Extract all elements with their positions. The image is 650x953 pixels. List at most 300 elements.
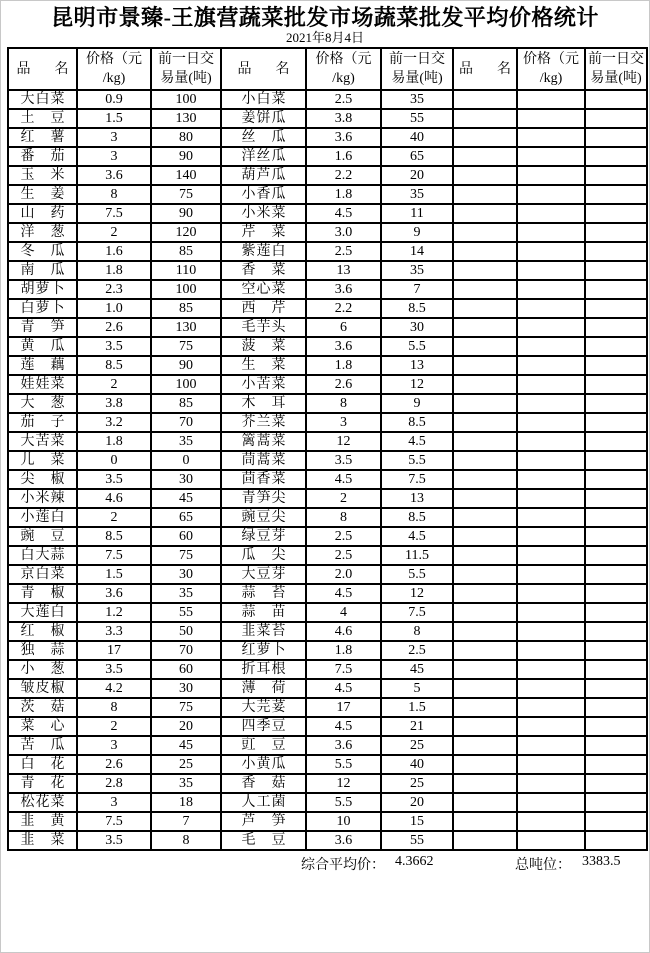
product-name-cell: 木耳 [221,394,306,413]
total-tonnage-value: 3383.5 [582,854,621,869]
product-name-cell [453,812,517,831]
product-name-cell [453,451,517,470]
volume-cell [585,128,647,147]
price-cell: 4.6 [77,489,151,508]
table-row [8,527,647,546]
price-cell: 3.5 [77,470,151,489]
volume-cell: 20 [151,717,221,736]
price-cell: 2 [77,508,151,527]
price-cell: 4.5 [306,717,381,736]
average-price-label: 综合平均价： [301,858,385,873]
volume-cell: 45 [151,489,221,508]
price-cell: 8 [77,698,151,717]
volume-cell: 55 [381,831,453,850]
product-name-cell: 小白菜 [221,90,306,109]
product-name-cell: 薄荷 [221,679,306,698]
price-cell: 10 [306,812,381,831]
volume-cell: 4.5 [381,432,453,451]
table-row [8,299,647,318]
price-cell [517,508,585,527]
price-cell: 2.6 [77,318,151,337]
price-cell: 3.5 [77,337,151,356]
volume-cell: 75 [151,337,221,356]
product-name-cell: 白大蒜 [8,546,77,565]
volume-cell: 55 [151,603,221,622]
volume-cell: 5.5 [381,451,453,470]
volume-cell [585,660,647,679]
price-cell [517,299,585,318]
volume-cell [585,679,647,698]
price-cell [517,185,585,204]
product-name-cell [453,147,517,166]
price-cell [517,223,585,242]
product-name-cell: 大豆芽 [221,565,306,584]
volume-cell: 30 [151,679,221,698]
product-name-cell: 蒜苔 [221,584,306,603]
product-name-cell: 冬瓜 [8,242,77,261]
price-cell: 8 [306,508,381,527]
volume-cell [585,204,647,223]
product-name-cell: 南瓜 [8,261,77,280]
table-row [8,660,647,679]
product-name-cell [453,546,517,565]
price-cell: 4.2 [77,679,151,698]
product-name-cell [453,432,517,451]
product-name-cell: 芥兰菜 [221,413,306,432]
volume-cell: 35 [151,432,221,451]
volume-cell [585,166,647,185]
price-cell: 1.6 [77,242,151,261]
product-name-cell [453,204,517,223]
table-row [8,280,647,299]
product-name-cell [453,603,517,622]
price-cell: 1.8 [306,185,381,204]
price-cell: 2.5 [306,527,381,546]
volume-cell: 70 [151,413,221,432]
price-cell: 4.6 [306,622,381,641]
price-cell: 13 [306,261,381,280]
volume-cell: 70 [151,641,221,660]
name-header: 品名 [221,48,306,90]
volume-cell: 40 [381,128,453,147]
product-name-cell [453,185,517,204]
volume-cell [585,489,647,508]
product-name-cell [453,109,517,128]
price-cell: 3.8 [306,109,381,128]
price-cell: 12 [306,774,381,793]
volume-cell: 80 [151,128,221,147]
table-row [8,90,647,109]
volume-cell [585,812,647,831]
price-cell [517,451,585,470]
table-row [8,774,647,793]
price-cell: 3 [77,147,151,166]
volume-cell: 30 [151,565,221,584]
price-cell [517,736,585,755]
volume-cell [585,565,647,584]
product-name-cell: 小香瓜 [221,185,306,204]
price-cell [517,717,585,736]
product-name-cell: 红椒 [8,622,77,641]
price-cell: 2.0 [306,565,381,584]
table-row [8,223,647,242]
price-header: 价格（元 /kg) [517,48,585,90]
table-row [8,831,647,850]
volume-cell [585,356,647,375]
price-cell [517,698,585,717]
price-cell: 2.2 [306,166,381,185]
table-row [8,261,647,280]
price-cell [517,280,585,299]
product-name-cell: 西芹 [221,299,306,318]
price-cell [517,641,585,660]
volume-cell [585,831,647,850]
table-row [8,584,647,603]
price-cell: 3.6 [306,128,381,147]
product-name-cell [453,356,517,375]
price-cell: 7.5 [77,204,151,223]
product-name-cell [453,280,517,299]
volume-cell: 8.5 [381,299,453,318]
product-name-cell: 折耳根 [221,660,306,679]
product-name-cell: 蒜苗 [221,603,306,622]
product-name-cell: 大芫荽 [221,698,306,717]
product-name-cell: 茼蒿菜 [221,451,306,470]
volume-cell: 110 [151,261,221,280]
header-row [8,48,647,90]
volume-cell: 7 [381,280,453,299]
total-tonnage-label: 总吨位： [515,858,571,873]
volume-cell [585,622,647,641]
product-name-cell: 香菜 [221,261,306,280]
volume-cell: 15 [381,812,453,831]
product-name-cell [453,470,517,489]
product-name-cell [453,774,517,793]
product-name-cell [453,641,517,660]
product-name-cell: 葫芦瓜 [221,166,306,185]
volume-cell [585,242,647,261]
volume-cell: 30 [151,470,221,489]
product-name-cell [453,223,517,242]
price-cell: 7.5 [77,812,151,831]
price-cell [517,375,585,394]
volume-cell [585,394,647,413]
table-row [8,356,647,375]
volume-cell: 13 [381,489,453,508]
product-name-cell: 白花 [8,755,77,774]
product-name-cell: 毛芋头 [221,318,306,337]
price-cell: 3.2 [77,413,151,432]
product-name-cell: 洋葱 [8,223,77,242]
volume-cell [585,717,647,736]
product-name-cell: 韭黄 [8,812,77,831]
product-name-cell: 紫莲白 [221,242,306,261]
volume-cell [585,774,647,793]
volume-cell: 1.5 [381,698,453,717]
product-name-cell [453,128,517,147]
price-cell: 2.5 [306,90,381,109]
product-name-cell: 丝瓜 [221,128,306,147]
product-name-cell [453,242,517,261]
product-name-cell [453,698,517,717]
volume-cell: 85 [151,394,221,413]
product-name-cell: 胡萝卜 [8,280,77,299]
product-name-cell: 绿豆芽 [221,527,306,546]
volume-cell: 50 [151,622,221,641]
volume-cell [585,470,647,489]
price-cell [517,318,585,337]
volume-cell: 130 [151,109,221,128]
table-row [8,641,647,660]
price-cell: 5.5 [306,793,381,812]
price-cell: 1.8 [77,432,151,451]
price-cell: 3.6 [306,736,381,755]
table-row [8,337,647,356]
product-name-cell [453,375,517,394]
price-cell: 2 [306,489,381,508]
product-name-cell: 芹菜 [221,223,306,242]
product-name-cell: 苦瓜 [8,736,77,755]
price-cell: 3.0 [306,223,381,242]
volume-cell: 8 [381,622,453,641]
product-name-cell: 红萝卜 [221,641,306,660]
table-row [8,679,647,698]
price-cell: 2.2 [306,299,381,318]
price-cell: 2.5 [306,242,381,261]
product-name-cell: 青花 [8,774,77,793]
volume-cell [585,90,647,109]
volume-cell [585,109,647,128]
volume-cell: 75 [151,546,221,565]
table-row [8,812,647,831]
volume-cell: 55 [381,109,453,128]
price-cell: 1.8 [77,261,151,280]
product-name-cell: 瓜尖 [221,546,306,565]
product-name-cell: 京白菜 [8,565,77,584]
table-row [8,204,647,223]
price-cell: 4.5 [306,204,381,223]
product-name-cell: 韭菜苔 [221,622,306,641]
volume-cell: 120 [151,223,221,242]
product-name-cell: 洋丝瓜 [221,147,306,166]
price-cell [517,394,585,413]
volume-cell: 5.5 [381,337,453,356]
price-cell [517,109,585,128]
volume-cell: 65 [151,508,221,527]
volume-cell: 20 [381,793,453,812]
volume-cell [585,318,647,337]
product-name-cell: 小米菜 [221,204,306,223]
price-cell: 3.6 [306,280,381,299]
price-cell [517,337,585,356]
price-cell: 2.8 [77,774,151,793]
page-title: 昆明市景臻-王旗营蔬菜批发市场蔬菜批发平均价格统计 [51,5,599,30]
product-name-cell [453,166,517,185]
volume-cell [585,337,647,356]
volume-cell: 65 [381,147,453,166]
volume-cell: 8.5 [381,508,453,527]
product-name-cell [453,679,517,698]
price-cell: 1.8 [306,356,381,375]
volume-cell [585,698,647,717]
price-cell: 4.5 [306,679,381,698]
price-cell: 3.6 [306,337,381,356]
product-name-cell [453,394,517,413]
product-name-cell [453,508,517,527]
table-row [8,508,647,527]
volume-cell: 14 [381,242,453,261]
price-header: 价格（元 /kg) [306,48,381,90]
price-cell [517,812,585,831]
volume-cell: 75 [151,698,221,717]
volume-cell [585,223,647,242]
product-name-cell [453,565,517,584]
product-name-cell: 青笋尖 [221,489,306,508]
volume-cell [585,641,647,660]
volume-cell [585,147,647,166]
product-name-cell [453,527,517,546]
table-row [8,128,647,147]
volume-cell [585,584,647,603]
product-name-cell: 四季豆 [221,717,306,736]
table-row [8,698,647,717]
price-cell: 2 [77,375,151,394]
price-cell: 1.5 [77,109,151,128]
price-cell: 4.5 [306,470,381,489]
price-cell: 0.9 [77,90,151,109]
table-row [8,318,647,337]
product-name-cell [453,299,517,318]
volume-cell: 4.5 [381,527,453,546]
volume-cell: 21 [381,717,453,736]
price-cell: 2.3 [77,280,151,299]
product-name-cell: 莲藕 [8,356,77,375]
product-name-cell [453,90,517,109]
table-row [8,565,647,584]
summary-footer [1,854,649,874]
price-cell [517,166,585,185]
volume-cell: 35 [151,774,221,793]
product-name-cell: 大莲白 [8,603,77,622]
price-cell: 1.2 [77,603,151,622]
volume-cell: 35 [151,584,221,603]
table-row [8,755,647,774]
product-name-cell [453,831,517,850]
product-name-cell: 人工菌 [221,793,306,812]
volume-cell: 5.5 [381,565,453,584]
product-name-cell: 姜饼瓜 [221,109,306,128]
product-name-cell: 菜心 [8,717,77,736]
average-price-value: 4.3662 [395,854,434,869]
volume-cell: 100 [151,280,221,299]
table-row [8,166,647,185]
table-row [8,451,647,470]
price-cell [517,660,585,679]
volume-cell [585,527,647,546]
price-cell: 17 [306,698,381,717]
price-cell [517,584,585,603]
table-row [8,622,647,641]
product-name-cell [453,413,517,432]
product-name-cell: 篱蒿菜 [221,432,306,451]
product-name-cell: 土豆 [8,109,77,128]
price-cell: 3.6 [306,831,381,850]
report-date: 2021年8月4日 [285,30,364,45]
product-name-cell: 大葱 [8,394,77,413]
product-name-cell [453,793,517,812]
volume-cell: 40 [381,755,453,774]
price-cell: 7.5 [77,546,151,565]
volume-cell [585,375,647,394]
volume-cell: 0 [151,451,221,470]
volume-cell: 11.5 [381,546,453,565]
product-name-cell [453,660,517,679]
volume-cell: 90 [151,356,221,375]
price-cell: 8 [77,185,151,204]
product-name-cell: 芦笋 [221,812,306,831]
volume-cell: 8 [151,831,221,850]
price-cell [517,565,585,584]
product-name-cell: 玉米 [8,166,77,185]
product-name-cell [453,622,517,641]
price-cell [517,242,585,261]
product-name-cell: 黄瓜 [8,337,77,356]
table-header [8,48,647,90]
table-row [8,470,647,489]
volume-cell: 7.5 [381,470,453,489]
price-cell: 12 [306,432,381,451]
price-cell: 3 [306,413,381,432]
table-row [8,375,647,394]
price-cell [517,603,585,622]
volume-cell [585,299,647,318]
volume-cell: 13 [381,356,453,375]
table-row [8,242,647,261]
volume-cell: 35 [381,261,453,280]
table-body [8,90,647,850]
table-row [8,793,647,812]
volume-cell [585,546,647,565]
price-cell [517,261,585,280]
volume-cell [585,261,647,280]
price-cell [517,774,585,793]
volume-cell [585,793,647,812]
table-row [8,147,647,166]
product-name-cell: 小莲白 [8,508,77,527]
price-cell: 3 [77,793,151,812]
product-name-cell: 青椒 [8,584,77,603]
volume-cell: 100 [151,375,221,394]
product-name-cell: 独蒜 [8,641,77,660]
volume-cell: 35 [381,185,453,204]
table-row [8,432,647,451]
product-name-cell: 大白菜 [8,90,77,109]
table-row [8,394,647,413]
price-cell [517,527,585,546]
product-name-cell: 白萝卜 [8,299,77,318]
price-cell: 2 [77,717,151,736]
volume-cell: 8.5 [381,413,453,432]
price-table [7,47,648,851]
product-name-cell: 生姜 [8,185,77,204]
name-header: 品名 [8,48,77,90]
price-cell: 4.5 [306,584,381,603]
product-name-cell [453,318,517,337]
price-cell [517,432,585,451]
volume-cell: 130 [151,318,221,337]
product-name-cell: 豇豆 [221,736,306,755]
price-header: 价格（元 /kg) [77,48,151,90]
